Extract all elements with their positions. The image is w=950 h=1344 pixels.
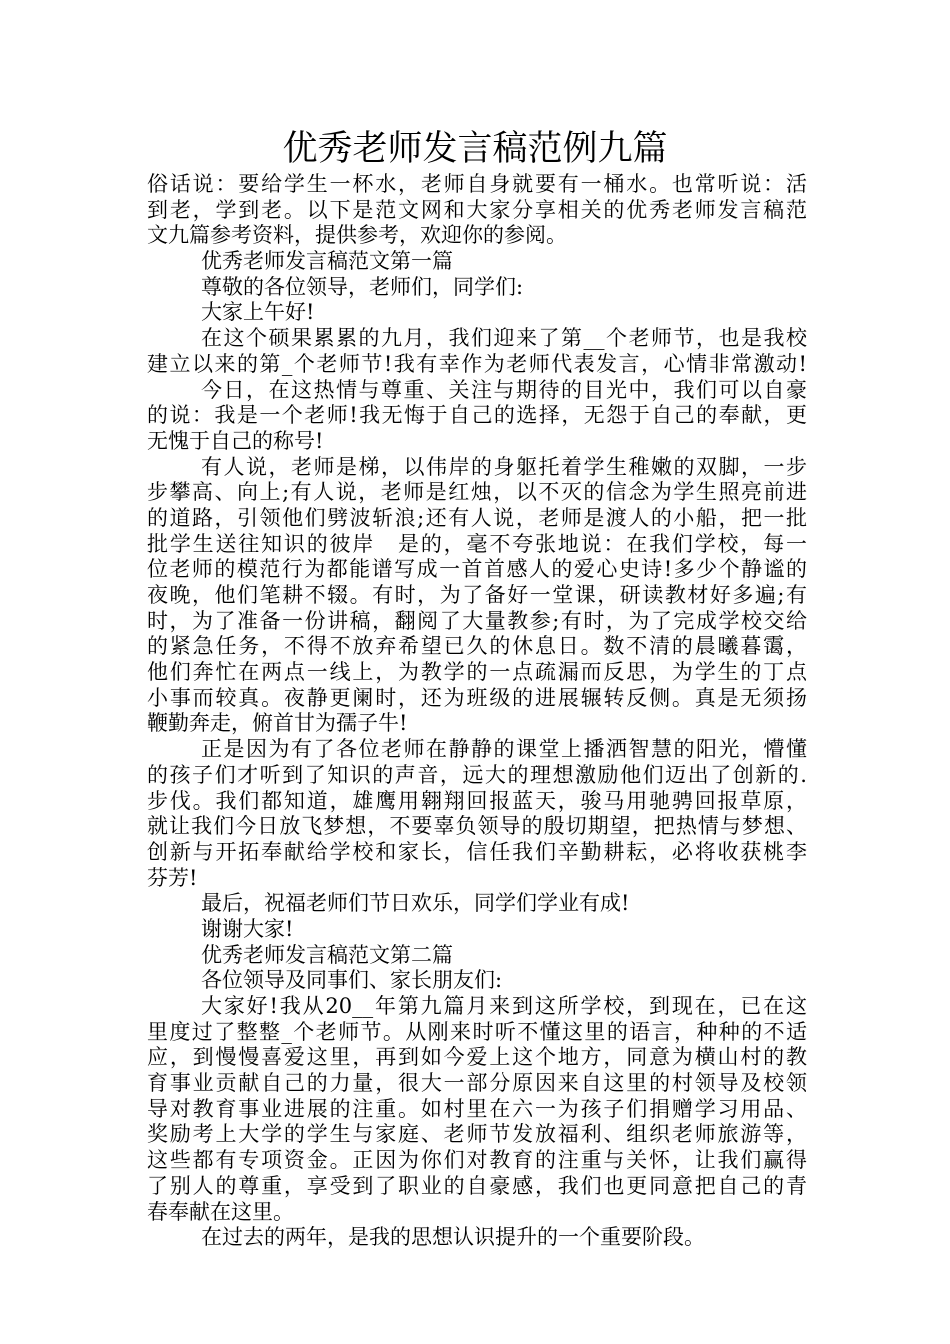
text-line: 大家好!我从20__年第九篇月来到这所学校，到现在，已在这 [201, 994, 807, 1018]
text-line: 建立以来的第_个老师节!我有幸作为老师代表发言，心情非常激动! [147, 351, 807, 376]
text-line: 的紧急任务，不得不放弃希望已久的休息日。数不清的晨曦暮霭， [147, 634, 807, 659]
text-line: 大家上午好! [201, 300, 315, 325]
text-line: 俗话说：要给学生一杯水，老师自身就要有一桶水。也常听说：活 [147, 172, 807, 196]
text-line: 小事而较真。夜静更阑时，还为班级的进展辗转反侧。真是无须扬 [147, 685, 807, 710]
text-line: 夜晚，他们笔耕不辍。有时，为了备好一堂课，研读教材好多遍;有 [147, 583, 807, 607]
text-line: 谢谢大家! [201, 916, 294, 941]
text-line: 最后，祝福老师们节日欢乐，同学们学业有成! [201, 891, 630, 916]
document-body [147, 172, 807, 1251]
text-line: 到老，学到老。以下是范文网和大家分享相关的优秀老师发言稿范 [147, 197, 807, 222]
text-line: 就让我们今日放飞梦想，不要辜负领导的殷切期望，把热情与梦想、 [147, 814, 807, 839]
text-line: 育事业贡献自己的力量，很大一部分原因来自这里的村领导及校领 [147, 1071, 807, 1096]
text-line: 尊敬的各位领导，老师们，同学们: [201, 274, 524, 299]
text-line: 时，为了准备一份讲稿，翻阅了大量教参;有时，为了完成学校交给 [147, 608, 807, 633]
text-line: 在这个硕果累累的九月，我们迎来了第__个老师节，也是我校 [201, 326, 807, 351]
text-line: 正是因为有了各位老师在静静的课堂上播洒智慧的阳光，懵懂 [201, 737, 807, 762]
text-line: 春奉献在这里。 [147, 1199, 294, 1224]
text-line: 芬芳! [147, 865, 198, 890]
text-line: 今日，在这热情与尊重、关注与期待的目光中，我们可以自豪 [201, 377, 807, 402]
text-line: 了别人的尊重，享受到了职业的自豪感，我们也更同意把自己的青 [147, 1173, 807, 1198]
text-line: 无愧于自己的称号! [147, 428, 324, 453]
text-line: 应，到慢慢喜爱这里，再到如今爱上这个地方，同意为横山村的教 [147, 1045, 807, 1070]
text-line: 的孩子们才听到了知识的声音，远大的理想激励他们迈出了创新的. [147, 762, 807, 787]
text-line: 奖励考上大学的学生与家庭、老师节发放福利、组织老师旅游等， [147, 1122, 807, 1147]
text-line: 里度过了整整_个老师节。从刚来时听不懂这里的语言，种种的不适 [147, 1019, 807, 1044]
text-line: 导对教育事业进展的注重。如村里在六一为孩子们捐赠学习用品、 [147, 1096, 807, 1121]
text-line: 优秀老师发言稿范文第二篇 [201, 942, 453, 967]
text-line: 鞭勤奔走，俯首甘为孺子牛! [147, 711, 408, 736]
text-line: 优秀老师发言稿范文第一篇 [201, 249, 453, 274]
text-line: 批学生送往知识的彼岸 是的，毫不夸张地说：在我们学校，每一 [147, 531, 807, 556]
document-title: 优秀老师发言稿范例九篇 [282, 129, 668, 169]
text-line: 在过去的两年，是我的思想认识提升的一个重要阶段。 [201, 1225, 705, 1250]
text-line: 步攀高、向上;有人说，老师是红烛，以不灭的信念为学生照亮前进 [147, 480, 807, 505]
text-line: 的道路，引领他们劈波斩浪;还有人说，老师是渡人的小船，把一批 [147, 505, 807, 530]
text-line: 他们奔忙在两点一线上，为教学的一点疏漏而反思，为学生的丁点 [147, 660, 807, 685]
text-line: 步伐。我们都知道，雄鹰用翱翔回报蓝天，骏马用驰骋回报草原， [147, 788, 807, 813]
text-line: 文九篇参考资料，提供参考，欢迎你的参阅。 [147, 223, 567, 248]
text-line: 这些都有专项资金。正因为你们对教育的注重与关怀，让我们赢得 [147, 1148, 807, 1173]
text-line: 各位领导及同事们、家长朋友们: [201, 968, 503, 993]
text-line: 位老师的模范行为都能谱写成一首首感人的爱心史诗!多少个静谧的 [147, 557, 807, 582]
text-line: 创新与开拓奉献给学校和家长，信任我们辛勤耕耘，必将收获桃李 [147, 839, 807, 864]
text-line: 的说：我是一个老师!我无悔于自己的选择，无怨于自己的奉献，更 [147, 403, 807, 428]
text-line: 有人说，老师是梯，以伟岸的身躯托着学生稚嫩的双脚，一步 [201, 454, 807, 479]
